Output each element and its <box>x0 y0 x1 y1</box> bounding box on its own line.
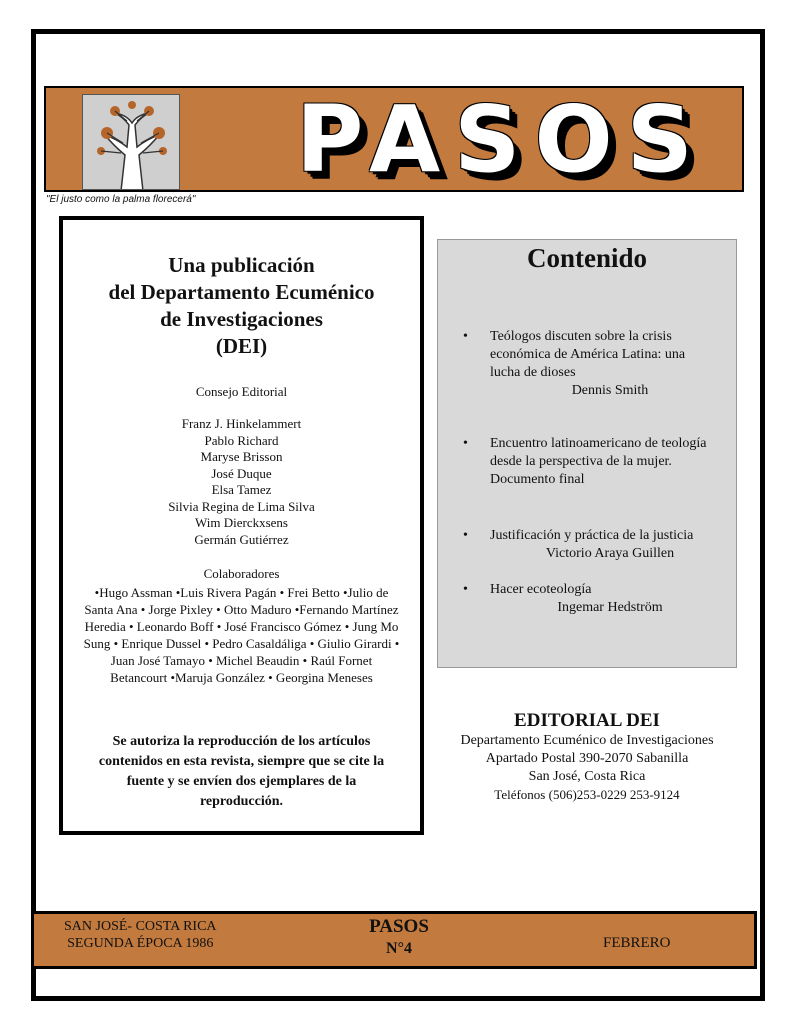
item-line: lucha de dioses <box>490 365 576 380</box>
editorial-name: EDITORIAL DEI <box>514 710 660 731</box>
header-banner <box>44 86 744 192</box>
bullet-icon: • <box>463 436 468 451</box>
magazine-title: PASOS <box>296 86 707 193</box>
title-line: (DEI) <box>215 334 268 358</box>
item-line: económica de América Latina: una <box>490 347 686 362</box>
board-member: Franz J. Hinkelammert <box>181 416 302 431</box>
board-member: Silvia Regina de Lima Silva <box>168 498 315 514</box>
board-member: José Duque <box>211 465 272 481</box>
tree-icon <box>83 95 180 190</box>
item-line: Teólogos discuten sobre la crisis <box>490 329 672 344</box>
board-member: Germán Gutiérrez <box>194 531 289 547</box>
collaborators-line: Sung • Enrique Dussel • Pedro Casaldáliga • Giulio Girardi • <box>83 636 400 651</box>
notice-line: Se autoriza la reproducción de los artículos <box>112 734 371 749</box>
board-list <box>63 416 420 548</box>
footer-epoch: SEGUNDA ÉPOCA 1986 <box>67 936 214 951</box>
item-author: Victorio Araya Guillen <box>545 546 675 561</box>
board-member: Maryse Brisson <box>200 449 283 464</box>
contents-box <box>437 239 737 668</box>
board-label: Consejo Editorial <box>195 384 288 399</box>
publication-box <box>59 216 424 835</box>
bullet-icon: • <box>463 528 468 543</box>
contents-item <box>463 328 730 400</box>
editorial-department: Departamento Ecuménico de Investigaciones <box>460 733 714 748</box>
collaborators-label: Colaboradores <box>203 566 280 581</box>
palm-tree-logo <box>82 94 180 190</box>
board-member: Elsa Tamez <box>211 482 272 497</box>
collaborators-list <box>69 584 414 686</box>
footer-number: N°4 <box>386 940 412 957</box>
title-line: del Departamento Ecuménico <box>108 280 375 304</box>
contents-item <box>463 435 730 489</box>
collaborators-line: Juan José Tamayo • Michel Beaudin • Raúl Fornet <box>110 653 373 668</box>
editorial-phones: Teléfonos (506)253-0229 253-9124 <box>494 787 680 802</box>
bullet-icon: • <box>463 329 468 344</box>
item-line: Encuentro latinoamericano de teología <box>490 436 707 451</box>
notice-line: reproducción. <box>199 794 284 809</box>
editorial-address: Apartado Postal 390-2070 Sabanilla <box>485 751 689 766</box>
reproduction-notice <box>81 732 402 812</box>
item-author: Ingemar Hedström <box>557 600 663 615</box>
publication-title <box>63 252 420 360</box>
notice-line: fuente y se envíen dos ejemplares de la <box>126 774 357 789</box>
notice-line: contenidos en esta revista, siempre que se cite la <box>98 754 385 769</box>
footer-city: SAN JOSÉ- COSTA RICA <box>64 919 217 934</box>
board-member: Wim Dierckxsens <box>195 515 288 530</box>
bullet-icon: • <box>463 582 468 597</box>
item-line: Justificación y práctica de la justicia <box>490 528 694 543</box>
footer-month: FEBRERO <box>603 935 671 951</box>
item-line: desde la perspectiva de la mujer. <box>490 454 672 469</box>
editorial-city: San José, Costa Rica <box>528 769 646 784</box>
collaborators-line: •Hugo Assman •Luis Rivera Pagán • Frei Betto •Julio de <box>94 585 389 600</box>
collaborators-line: Santa Ana • Jorge Pixley • Otto Maduro •Fernando Martínez <box>84 602 399 617</box>
item-author: Dennis Smith <box>571 383 649 398</box>
item-line: Documento final <box>490 472 585 487</box>
collaborators-line: Betancourt •Maruja González • Georgina Meneses <box>110 670 373 685</box>
footer-location <box>64 918 217 952</box>
title-line: Una publicación <box>168 253 315 277</box>
board-member: Pablo Richard <box>204 432 279 448</box>
motto: "El justo como la palma florecerá" <box>46 194 196 205</box>
title-line: de Investigaciones <box>160 307 323 331</box>
contents-title: Contenido <box>526 243 648 273</box>
footer-bar <box>31 911 757 969</box>
collaborators-line: Heredia • Leonardo Boff • José Francisco Gómez • Jung Mo <box>84 619 399 634</box>
editorial-info <box>437 710 737 804</box>
contents-item <box>463 527 730 563</box>
item-line: Hacer ecoteología <box>490 582 592 597</box>
contents-item <box>463 581 730 617</box>
footer-title: PASOS <box>369 916 429 937</box>
footer-issue <box>344 916 454 960</box>
